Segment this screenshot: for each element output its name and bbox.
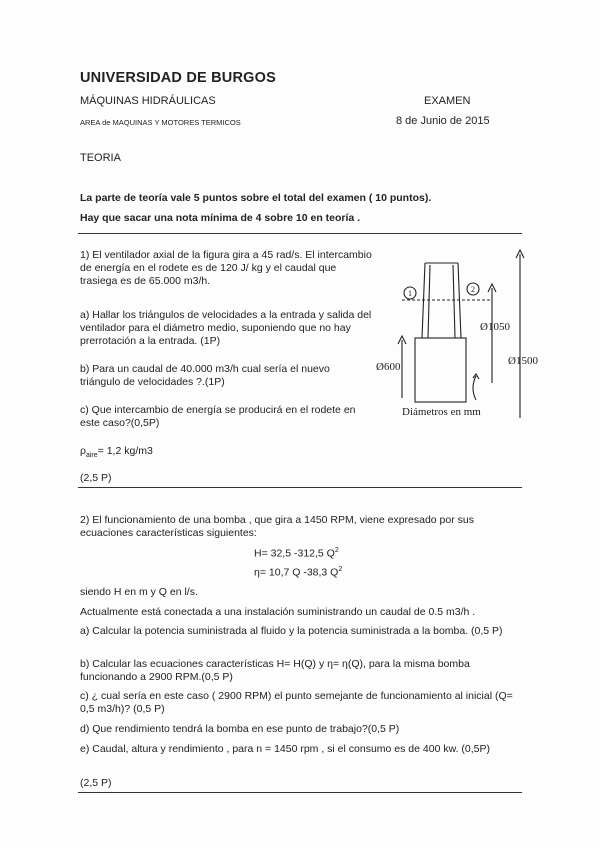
area-label: AREA de MAQUINAS Y MOTORES TERMICOS bbox=[80, 118, 241, 127]
fig-label-1: 1 bbox=[408, 289, 412, 298]
q1-part-b: b) Para un caudal de 40.000 m3/h cual sería el nuevo triángulo de velocidades ?.(1P) bbox=[80, 363, 330, 388]
exam-date: 8 de Junio de 2015 bbox=[396, 115, 490, 127]
q2-eq-head-exp: 2 bbox=[334, 547, 339, 554]
q2-intro: 2) El funcionamiento de una bomba , que gira a 1450 RPM, viene expresado por sus ecuaciones características siguientes: bbox=[80, 514, 474, 539]
section-title: TEORIA bbox=[80, 152, 121, 164]
density-subscript: aire bbox=[85, 452, 98, 460]
fig-caption: Diámetros en mm bbox=[402, 406, 481, 418]
q2-eq-efficiency-exp: 2 bbox=[338, 566, 343, 573]
subject-title: MÁQUINAS HIDRÁULICAS bbox=[80, 95, 216, 107]
university-name: UNIVERSIDAD DE BURGOS bbox=[80, 70, 276, 86]
q2-current: Actualmente está conectada a una instalación suministrando un caudal de 0.5 m3/h . bbox=[80, 606, 476, 618]
fig-d1500: Ø1500 bbox=[508, 355, 538, 367]
divider bbox=[78, 487, 522, 488]
intro-line-2: Hay que sacar una nota mínima de 4 sobre 10 en teoría . bbox=[80, 212, 361, 224]
q2-part-e: e) Caudal, altura y rendimiento , para n = 1450 rpm , si el consumo es de 400 kw. (0,5P) bbox=[80, 743, 491, 755]
fig-d600: Ø600 bbox=[376, 361, 401, 373]
q2-eq-head-text: H= 32,5 -312,5 Q bbox=[254, 547, 335, 560]
q2-part-b: b) Calcular las ecuaciones características H= H(Q) y η= η(Q), para la misma bomba funcionando a 2900 RPM.(0,5 P) bbox=[80, 658, 470, 683]
q2-eq-head bbox=[254, 547, 339, 560]
q2-points: (2,5 P) bbox=[80, 777, 112, 789]
q1-density bbox=[80, 445, 153, 459]
divider bbox=[78, 233, 522, 234]
q2-eq-efficiency-text: η= 10,7 Q -38,3 Q bbox=[254, 566, 339, 579]
q1-points: (2,5 P) bbox=[80, 472, 112, 484]
divider bbox=[78, 792, 522, 793]
q1-part-c: c) Que intercambio de energía se producirá en el rodete en este caso?(0,5P) bbox=[80, 404, 356, 429]
q2-units: siendo H en m y Q en l/s. bbox=[80, 586, 198, 598]
q2-part-a: a) Calcular la potencia suministrada al fluido y la potencia suministrada a la bomba. (0,5 P) bbox=[80, 625, 503, 637]
q1-intro: 1) El ventilador axial de la figura gira a 45 rad/s. El intercambio de energía en el rodete es de 120 J/ kg y el caudal que trasiega es de 65.000 m3/h. bbox=[80, 249, 372, 287]
density-value: = 1,2 kg/m3 bbox=[97, 445, 153, 457]
exam-label: EXAMEN bbox=[424, 95, 471, 107]
q2-part-c: c) ¿ cual sería en este caso ( 2900 RPM) el punto semejante de funcionamiento al inicial (Q= 0,5 m3/h)? (0,5 P) bbox=[80, 690, 513, 715]
fan-diagram bbox=[372, 248, 538, 438]
intro-line-1: La parte de teoría vale 5 puntos sobre el total del examen ( 10 puntos). bbox=[80, 192, 432, 204]
q2-eq-efficiency bbox=[254, 566, 342, 579]
fig-label-2: 2 bbox=[471, 285, 475, 294]
q1-part-a: a) Hallar los triángulos de velocidades a la entrada y salida del ventilador para el diámetro medio, suponiendo que no hay prerrotación a la entrada. (1P) bbox=[80, 309, 372, 347]
density-symbol: ρ bbox=[80, 445, 86, 457]
fig-d1050: Ø1050 bbox=[480, 321, 510, 333]
q2-part-d: d) Que rendimiento tendrá la bomba en ese punto de trabajo?(0,5 P) bbox=[80, 723, 400, 735]
